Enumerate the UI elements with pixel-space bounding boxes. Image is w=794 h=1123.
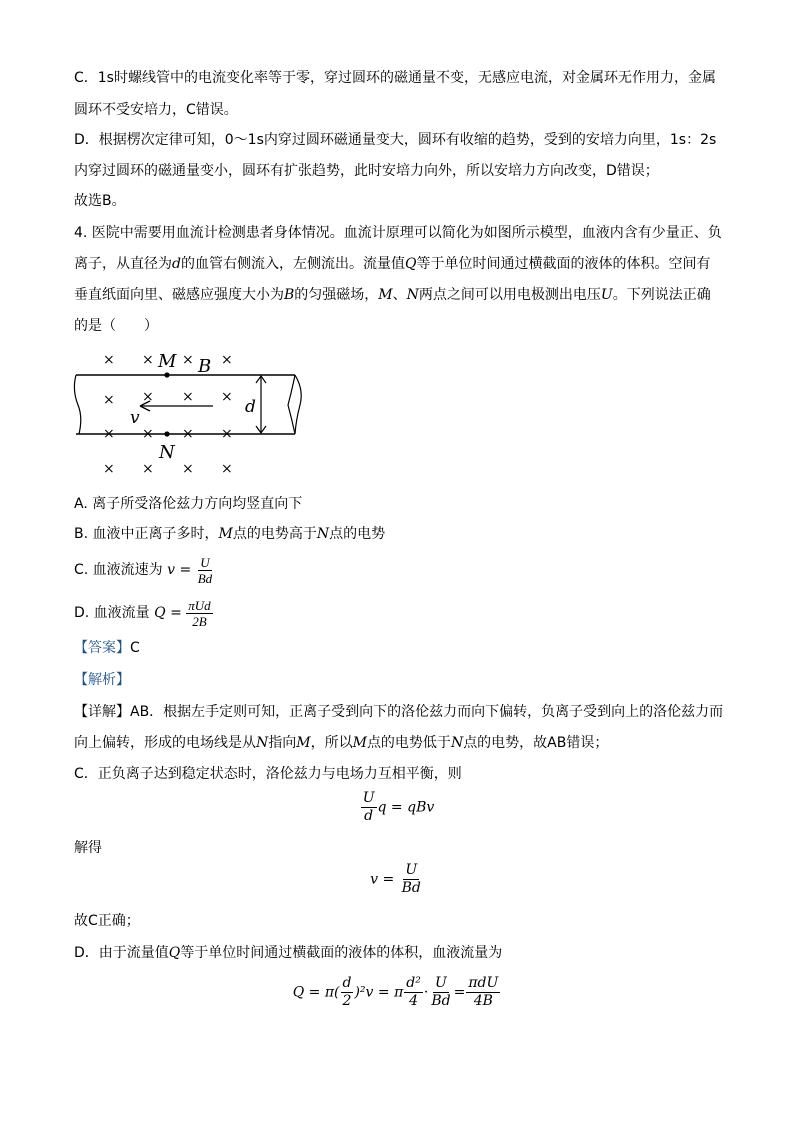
field-cross: × bbox=[182, 389, 194, 405]
eq2-fraction bbox=[400, 862, 423, 897]
option-d-denominator: 2B bbox=[192, 613, 207, 629]
label-n: N bbox=[159, 442, 175, 463]
option-c-lhs: v bbox=[167, 562, 176, 578]
option-a: A. 离子所受洛伦兹力方向均竖直向下 bbox=[74, 496, 303, 512]
ab2-text-c: ，所以 bbox=[310, 735, 353, 751]
eq3-fraction-3 bbox=[429, 975, 452, 1010]
text-line-c1: C．1s时螺线管中的电流变化率等于零，穿过圆环的磁通量不变，无感应电流，对金属环无作用力，金属 bbox=[74, 70, 716, 86]
q2-var-q: Q bbox=[404, 256, 417, 272]
q3-text-e: 。下列说法正确 bbox=[612, 287, 711, 303]
analysis-ab-line-1 bbox=[74, 702, 723, 722]
text-line-d2: 内穿过圆环的磁通量变小，圆环有扩张趋势，此时安培力向外，所以安培力方向改变，D错误； bbox=[74, 163, 659, 179]
analysis-ab-text-1: AB．根据左手定则可知，正离子受到向下的洛伦兹力而向下偏转，负离子受到向上的洛伦兹力而 bbox=[130, 704, 724, 720]
label-b: B bbox=[198, 356, 212, 377]
option-b-text-a: B. 血液中正离子多时， bbox=[74, 526, 219, 542]
q3-text-c: 、 bbox=[392, 287, 407, 303]
option-c: C. 血液流速为 v = $\frac{U}{Bd}$ bbox=[74, 554, 213, 586]
field-cross: × bbox=[221, 352, 233, 368]
eq3-f3-den: Bd bbox=[431, 993, 451, 1009]
eq3-f4-den: 4B bbox=[473, 993, 493, 1009]
field-cross: × bbox=[142, 352, 154, 368]
option-c-numerator: U bbox=[200, 554, 210, 570]
analysis-tag-line bbox=[74, 670, 130, 690]
question-line-1: 4. 医院中需要用血流计检测患者身体情况。血流计原理可以简化为如图所示模型，血液内含有少量正、负 bbox=[74, 225, 722, 241]
ab2-text-d: 点的电势低于 bbox=[366, 735, 451, 751]
option-d: D. 血液流量 Q = $\frac{\text{πUd}}{2B}$ bbox=[74, 597, 211, 629]
option-d-fraction bbox=[186, 598, 212, 629]
eq1-denominator: d bbox=[364, 808, 374, 824]
detail-tag: 【详解】 bbox=[74, 704, 130, 720]
q3-var-b: B bbox=[284, 287, 295, 303]
eq2-denominator: Bd bbox=[401, 880, 421, 896]
option-d-numerator: πUd bbox=[188, 597, 211, 613]
eq3-f4-num: πdU bbox=[468, 975, 499, 991]
option-c-fraction bbox=[196, 555, 214, 586]
option-b-var-m: M bbox=[218, 526, 233, 542]
field-cross: × bbox=[221, 426, 233, 442]
field-cross: × bbox=[182, 461, 194, 477]
q3-var-n: N bbox=[406, 287, 419, 303]
c-correct-line: 故C正确； bbox=[74, 913, 140, 929]
q2-var-d: d bbox=[172, 256, 181, 272]
option-b bbox=[74, 524, 385, 544]
electrode-m bbox=[164, 372, 169, 377]
eq1-fraction bbox=[361, 790, 377, 825]
analysis-c-line: C．正负离子达到稳定状态时，洛伦兹力与电场力互相平衡，则 bbox=[74, 766, 462, 782]
option-d-text: D. 血液流量 bbox=[74, 605, 150, 621]
option-c-text: C. 血液流速为 bbox=[74, 562, 163, 578]
d1-text-a: D．由于流量值 bbox=[74, 945, 169, 961]
analysis-tag: 【解析】 bbox=[74, 672, 130, 688]
eq3-part-a: Q = π( bbox=[292, 984, 340, 1001]
label-m: M bbox=[158, 351, 177, 372]
field-cross: × bbox=[103, 352, 115, 368]
field-cross: × bbox=[142, 426, 154, 442]
equation-flow bbox=[0, 975, 794, 1010]
text-line-choose: 故选B。 bbox=[74, 193, 126, 209]
ab2-text-b: 指向 bbox=[268, 735, 297, 751]
field-cross: × bbox=[182, 426, 194, 442]
ab2-text-a: 向上偏转，形成的电场线是从 bbox=[74, 735, 256, 751]
answer-value: C bbox=[130, 640, 140, 656]
field-cross: × bbox=[182, 352, 194, 368]
eq3-equals: = bbox=[453, 984, 466, 1001]
eq3-f2-num: d² bbox=[406, 975, 421, 991]
q3-var-m: M bbox=[378, 287, 393, 303]
question-line-3 bbox=[74, 285, 711, 305]
eq3-dot: · bbox=[423, 984, 429, 1001]
solve-line: 解得 bbox=[74, 840, 102, 856]
equation-velocity bbox=[0, 862, 794, 897]
q3-text-d: 两点之间可以用电极测出电压 bbox=[418, 287, 601, 303]
eq3-f1-num: d bbox=[342, 975, 352, 991]
option-c-denominator: Bd bbox=[197, 570, 213, 586]
analysis-d-line bbox=[74, 943, 502, 963]
eq2-numerator: U bbox=[405, 862, 418, 878]
field-cross: × bbox=[103, 461, 115, 477]
ab2-var-n2: N bbox=[450, 735, 464, 751]
option-b-var-n: N bbox=[316, 526, 330, 542]
q2-text-a: 离子，从直径为 bbox=[74, 256, 172, 272]
blood-flow-figure bbox=[70, 345, 320, 480]
ab2-var-m2: M bbox=[352, 735, 367, 751]
option-b-text-c: 点的电势 bbox=[329, 526, 386, 542]
eq3-fraction-2 bbox=[404, 975, 423, 1010]
eq3-part-b: )²v = π bbox=[354, 984, 404, 1001]
label-v: v bbox=[130, 408, 140, 428]
q2-text-c: 等于单位时间通过横截面的液体的体积。空间有 bbox=[416, 256, 711, 272]
text-line-c2: 圆环不受安培力，C错误。 bbox=[74, 102, 238, 118]
eq3-f1-den: 2 bbox=[342, 993, 352, 1009]
tube-right-opening bbox=[295, 375, 301, 434]
field-cross: × bbox=[103, 426, 115, 442]
eq3-f3-num: U bbox=[435, 975, 447, 991]
q3-text-b: 的匀强磁场， bbox=[294, 287, 379, 303]
ab2-var-n: N bbox=[256, 735, 269, 751]
ab2-var-m: M bbox=[296, 735, 311, 751]
label-d: d bbox=[245, 397, 256, 417]
d1-text-b: 等于单位时间通过横截面的液体的体积，血液流量为 bbox=[180, 945, 503, 961]
field-cross: × bbox=[221, 461, 233, 477]
eq2-lhs: v = bbox=[370, 871, 395, 888]
analysis-ab-line-2 bbox=[74, 733, 608, 753]
q2-text-b: 的血管右侧流入，左侧流出。流量值 bbox=[180, 256, 405, 272]
eq1-numerator: U bbox=[362, 790, 375, 806]
q3-var-u: U bbox=[600, 287, 613, 303]
eq3-fraction-4 bbox=[466, 975, 500, 1010]
field-cross: × bbox=[103, 392, 115, 408]
text-line-d1: D．根据楞次定律可知，0～1s内穿过圆环磁通量变大，圆环有收缩的趋势，受到的安培力向里，1s：2s bbox=[74, 132, 717, 148]
question-line-2 bbox=[74, 254, 710, 274]
eq3-fraction-1 bbox=[341, 975, 354, 1010]
tube-left-edge bbox=[74, 375, 80, 434]
eq1-rest: q = qBv bbox=[377, 799, 435, 816]
electrode-n bbox=[164, 431, 169, 436]
eq3-f2-den: 4 bbox=[409, 993, 419, 1009]
field-cross: × bbox=[142, 461, 154, 477]
d1-var-q: Q bbox=[168, 945, 181, 961]
field-cross: × bbox=[142, 389, 154, 405]
option-d-lhs: Q bbox=[154, 605, 166, 621]
question-line-4: 的是（ ） bbox=[74, 318, 158, 334]
tube-right-opening-outer bbox=[288, 375, 295, 434]
q3-text-a: 垂直纸面向里、磁感应强度大小为 bbox=[74, 287, 284, 303]
equation-balance bbox=[0, 790, 794, 825]
answer-line bbox=[74, 638, 140, 658]
answer-tag: 【答案】 bbox=[74, 640, 130, 656]
field-cross: × bbox=[221, 389, 233, 405]
option-b-text-b: 点的电势高于 bbox=[232, 526, 317, 542]
ab2-text-e: 点的电势，故AB错误； bbox=[463, 735, 609, 751]
